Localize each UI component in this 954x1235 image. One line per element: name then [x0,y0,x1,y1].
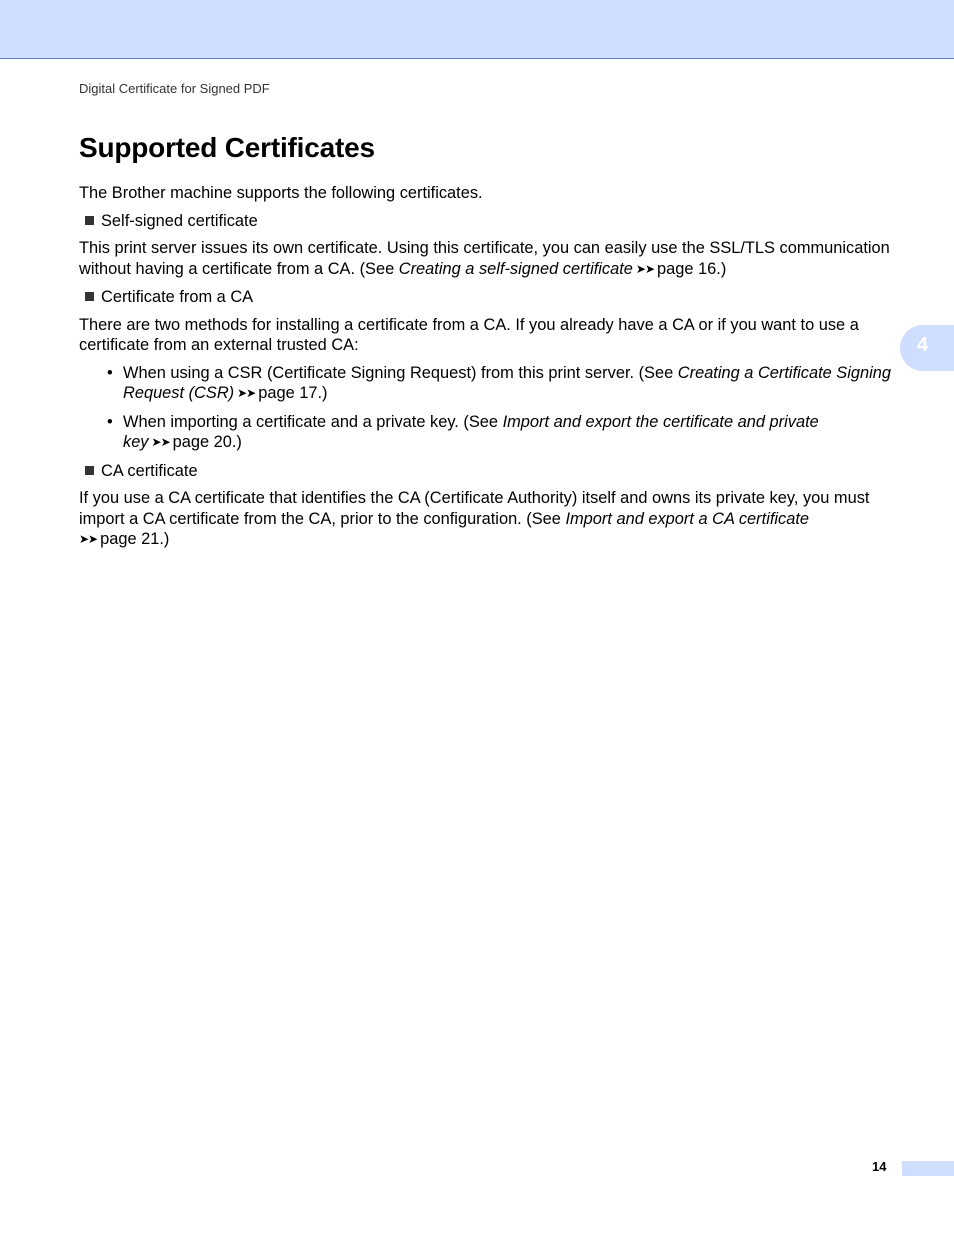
intro-paragraph: The Brother machine supports the following certificates. [79,184,483,202]
list-item [101,412,894,454]
item-label: Self-signed certificate [101,211,258,230]
item-label: CA certificate [101,461,198,480]
list-item-ca-certificate [79,461,894,482]
page-title: Supported Certificates [79,132,375,163]
cross-reference-link[interactable]: Import and export the certificate and private key [123,412,819,451]
description-text: If you use a CA certificate that identifies the CA (Certificate Authority) itself and owns its private key, you must import a CA certificate from the CA, prior to the configuration. (See [79,489,870,528]
item-description [79,238,894,280]
double-arrow-icon: ➤➤ [237,386,256,400]
list-item-ca-issued [79,287,894,308]
page-number: 14 [872,1159,887,1174]
page-reference: page 16.) [657,259,727,278]
bullet-text: When importing a certificate and a private key. (See [123,412,503,431]
page-number-bar [902,1161,954,1176]
header-band [0,0,954,59]
square-bullet-icon [85,292,94,301]
list-item-self-signed [79,211,894,232]
double-arrow-icon: ➤➤ [151,435,170,449]
cross-reference-link[interactable]: Import and export a CA certificate [565,509,810,528]
page-reference: page 17.) [258,384,328,402]
square-bullet-icon [85,466,94,475]
page-reference: page 21.) [100,530,170,548]
list-item [101,363,894,405]
chapter-number: 4 [917,334,929,356]
bullet-text: When using a CSR (Certificate Signing Request) from this print server. (See [123,363,678,382]
item-label: Certificate from a CA [101,288,254,306]
double-arrow-icon: ➤➤ [79,532,98,546]
cross-reference-link[interactable]: Creating a self-signed certificate [398,259,633,278]
double-arrow-icon: ➤➤ [635,261,655,276]
running-head: Digital Certificate for Signed PDF [79,81,270,96]
description-text: This print server issues its own certificate. Using this certificate, you can easily use the SSL/TLS communication without having a certificate from a CA. (See [79,239,890,278]
item-description [79,488,894,551]
item-description: There are two methods for installing a certificate from a CA. If you already have a CA or if you want to use a certificate from an external trusted CA: [79,315,859,354]
bullet-dot-icon: • [107,412,113,431]
square-bullet-icon [85,216,94,225]
chapter-tab[interactable] [900,325,954,371]
method-list [101,363,894,454]
bullet-dot-icon: • [107,363,113,382]
page-reference: page 20.) [172,433,242,451]
cross-reference-link[interactable]: Creating a Certificate Signing Request (CSR) [123,363,891,402]
main-content [79,183,894,558]
